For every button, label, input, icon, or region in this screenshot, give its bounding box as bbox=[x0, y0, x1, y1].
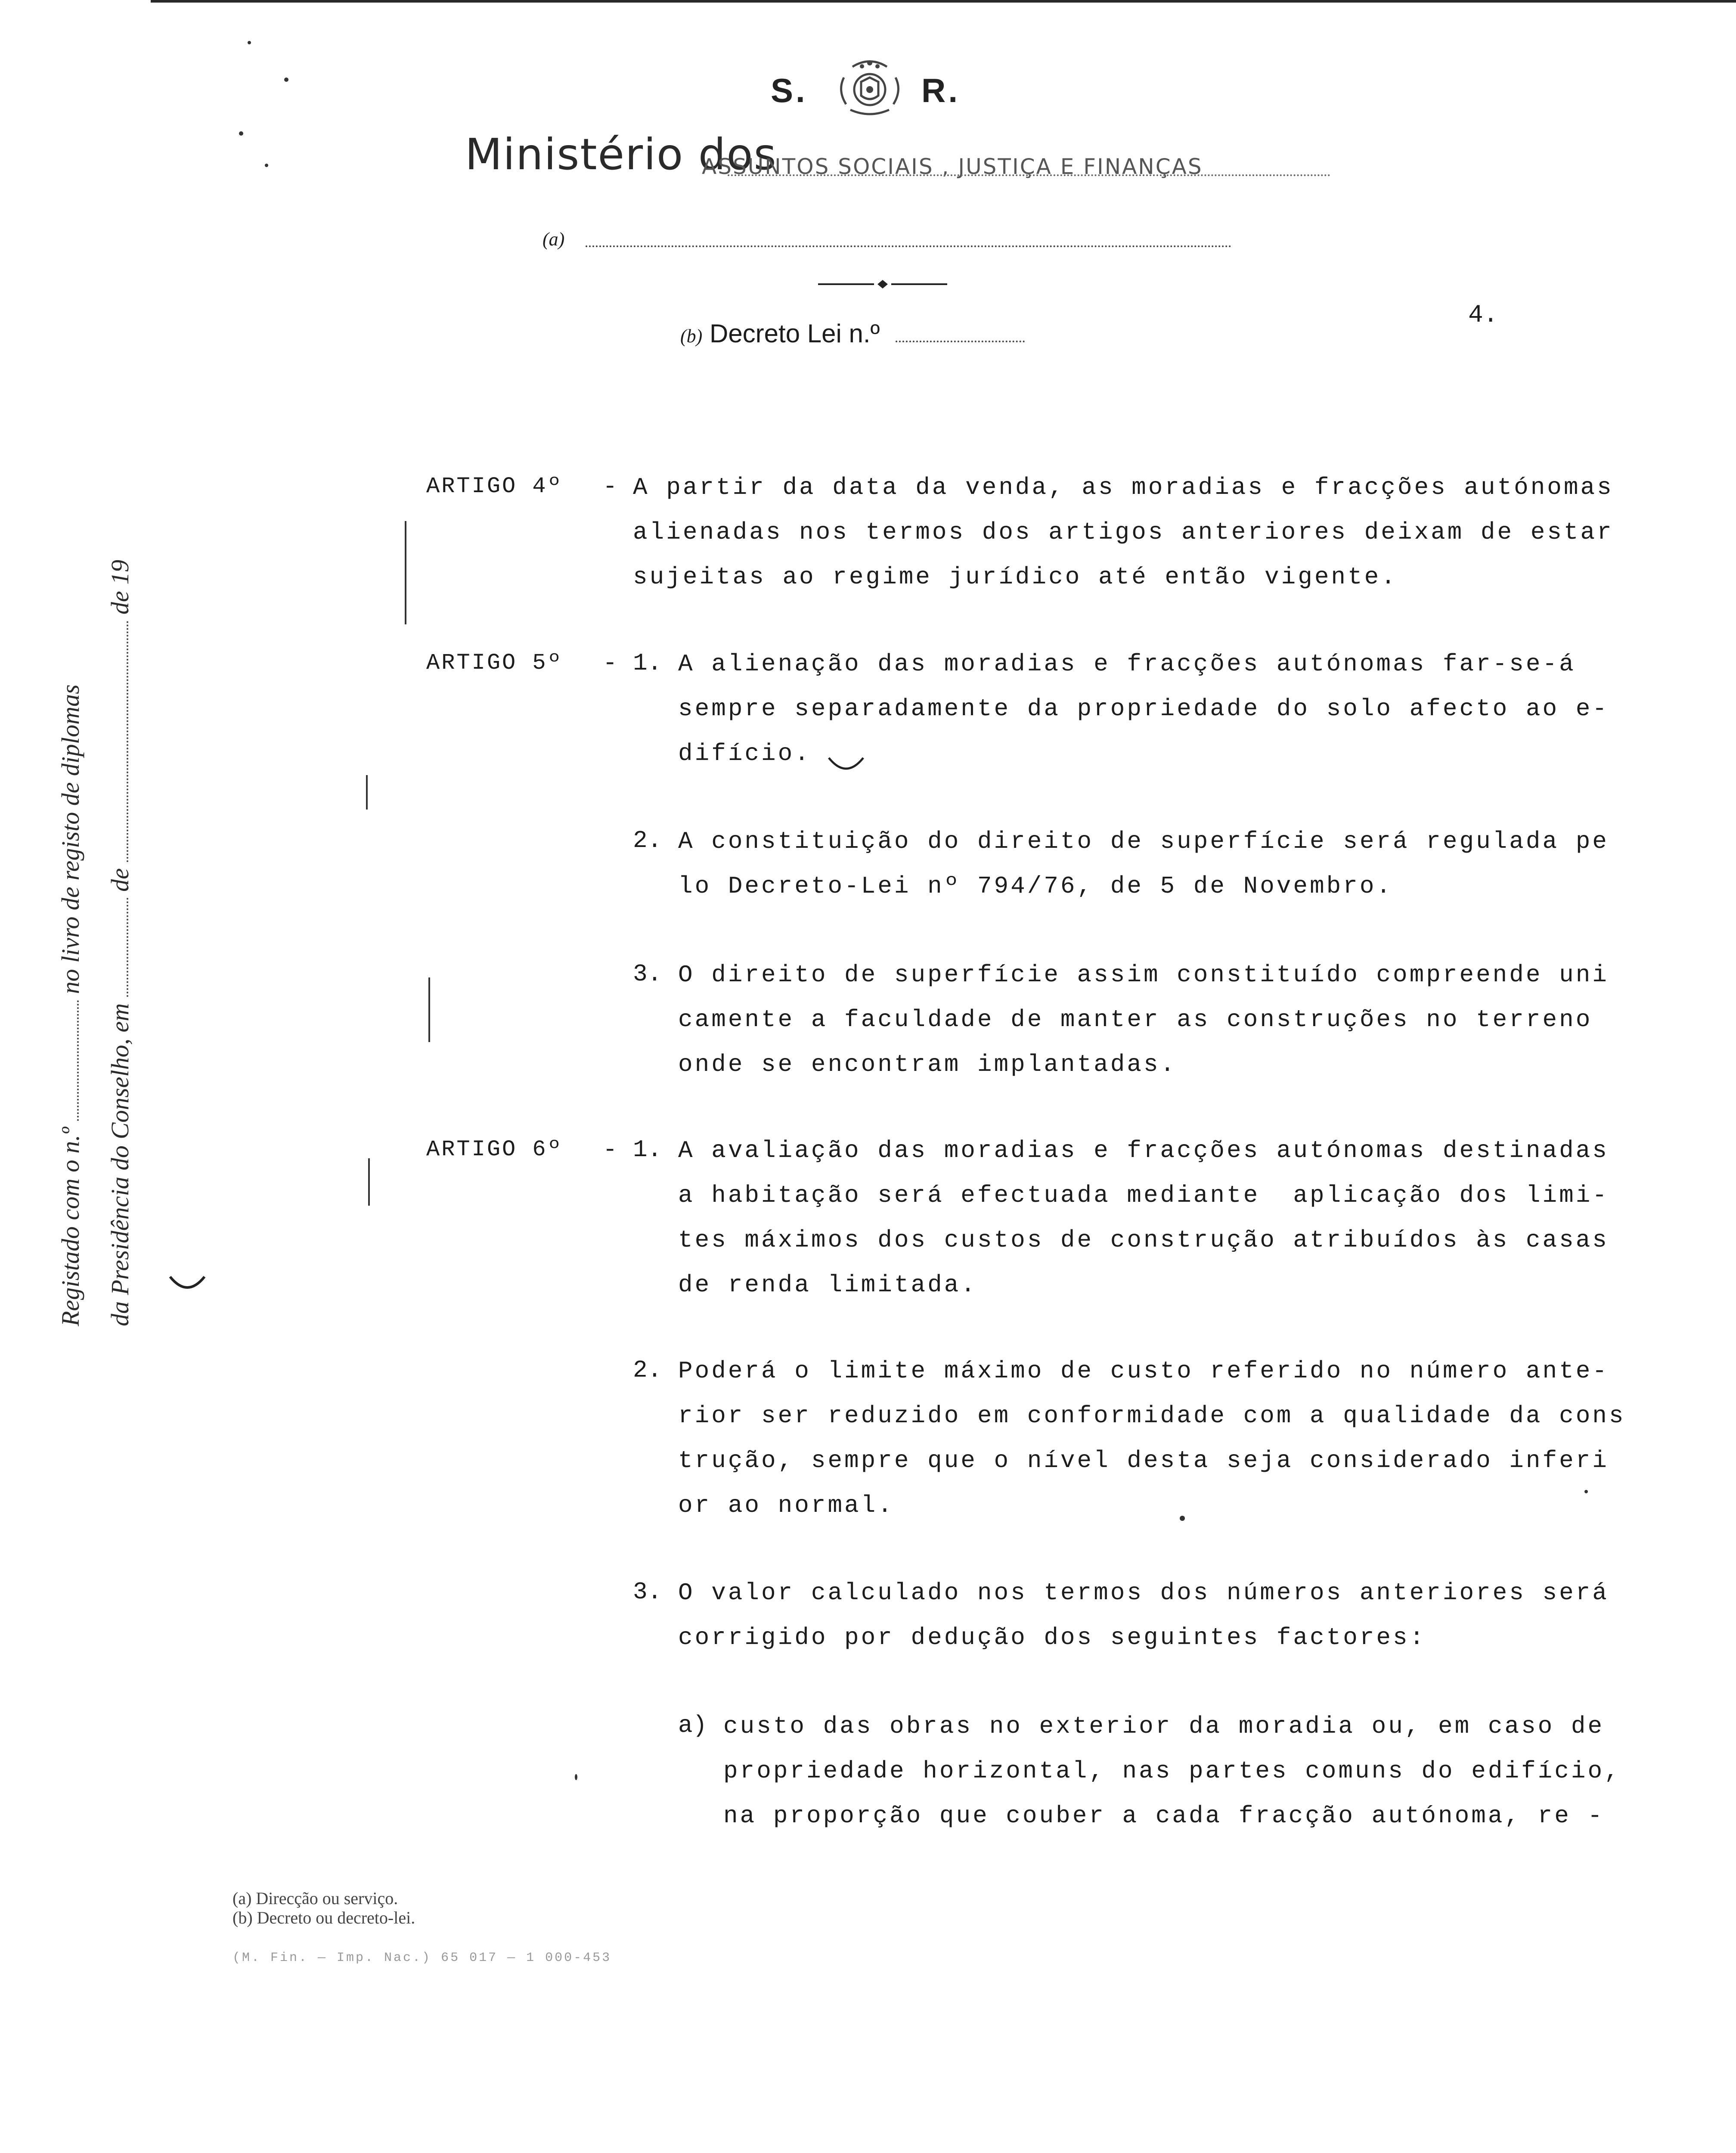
article-6-dash: - bbox=[603, 1136, 617, 1163]
ministry-title bbox=[465, 129, 1326, 194]
margin-presidency: da Presidência do Conselho, em bbox=[106, 1003, 134, 1326]
ministry-departments: ASSUNTOS SOCIAIS , JUSTIÇA E FINANÇAS bbox=[702, 154, 1203, 179]
divider-ornament bbox=[818, 276, 947, 293]
decree-number-blank bbox=[896, 341, 1025, 342]
scan-speck bbox=[239, 131, 243, 136]
footnote-b: (b) Decreto ou decreto-lei. bbox=[232, 1908, 415, 1927]
margin-de: de bbox=[106, 868, 134, 892]
article-6-item-a-letter: a) bbox=[678, 1712, 707, 1739]
service-line-label: (a) bbox=[542, 229, 565, 250]
margin-mark bbox=[366, 775, 368, 810]
article-4-text: A partir da data da venda, as moradias e fracções autónomas alienadas nos termos dos artigos anteriores deixam de estar sujeitas ao regime jurídico até então vigente. bbox=[633, 474, 1614, 591]
service-dotted-line bbox=[586, 245, 1231, 247]
scan-speck bbox=[265, 164, 268, 167]
article-6-item-a-text: custo das obras no exterior da moradia ou, em caso de propriedade horizontal, nas partes comuns do edifício, na proporção que couber a cada fracção autónoma, re - bbox=[723, 1712, 1621, 1830]
margin-mark bbox=[368, 1158, 370, 1206]
page-number: 4. bbox=[1468, 301, 1498, 329]
article-5-item-1-text: A alienação das moradias e fracções autónomas far-se-á sempre separadamente da propriedade do solo afecto ao e- difício. bbox=[678, 650, 1609, 767]
article-6-item-2-number: 2. bbox=[633, 1356, 662, 1384]
republic-header bbox=[771, 56, 995, 121]
header-s: S. bbox=[771, 71, 808, 109]
article-6-item-1-text: A avaliação das moradias e fracções autónomas destinadas a habitação será efectuada mediante aplicação dos limi- tes máximos dos custos de construção atribuídos às casas de renda limitada. bbox=[678, 1137, 1609, 1299]
article-6-label: ARTIGO 6º bbox=[426, 1137, 563, 1162]
margin-book: no livro de registo de diplomas bbox=[56, 684, 84, 994]
header-r: R. bbox=[921, 71, 960, 109]
article-6-item-3-text: O valor calculado nos termos dos números anteriores será corrigido por dedução dos seguintes factores: bbox=[678, 1579, 1609, 1651]
margin-brace bbox=[168, 1275, 207, 1300]
margin-number-blank bbox=[77, 1000, 79, 1121]
footnote-a: (a) Direcção ou serviço. bbox=[232, 1889, 398, 1908]
article-5-item-3-text: O direito de superfície assim constituído compreende uni camente a faculdade de manter as construções no terreno onde se encontram implantadas. bbox=[678, 961, 1609, 1078]
ministry-lead: Ministério dos bbox=[465, 129, 777, 180]
article-5-item-1-number: 1. bbox=[633, 649, 662, 677]
article-4-dash: - bbox=[603, 473, 617, 500]
printer-imprint: (M. Fin. — Imp. Nac.) 65 017 — 1 000-453 bbox=[232, 1951, 612, 1965]
scan-speck bbox=[248, 41, 251, 44]
margin-mark bbox=[405, 521, 406, 624]
decree-label: Decreto Lei n.º bbox=[709, 319, 880, 348]
decree-number-line bbox=[680, 319, 1154, 357]
margin-mark bbox=[428, 977, 430, 1042]
coat-of-arms-icon bbox=[835, 56, 904, 121]
scan-speck bbox=[284, 78, 288, 82]
ministry-dotted-line bbox=[728, 174, 1330, 176]
article-5-dash: - bbox=[603, 649, 617, 677]
article-5-item-3-number: 3. bbox=[633, 960, 662, 988]
scan-speck bbox=[575, 1774, 577, 1780]
margin-month-blank bbox=[127, 621, 128, 862]
article-5-label: ARTIGO 5º bbox=[426, 650, 563, 676]
registration-margin bbox=[56, 487, 185, 1326]
margin-registered: Registado com o n.º bbox=[56, 1127, 84, 1326]
article-5-item-2-text: A constituição do direito de superfície será regulada pe lo Decreto-Lei nº 794/76, de 5 de Novembro. bbox=[678, 828, 1609, 900]
top-border bbox=[151, 0, 1736, 3]
article-6-item-1-number: 1. bbox=[633, 1136, 662, 1163]
margin-year: de 19 bbox=[106, 559, 134, 615]
article-4-label: ARTIGO 4º bbox=[426, 474, 563, 499]
article-6-item-2-text: Poderá o limite máximo de custo referido no número ante- rior ser reduzido em conformidade com a qualidade da cons trução, sempre que o nível desta seja considerado inferi or ao normal. bbox=[678, 1357, 1626, 1519]
decree-prefix: (b) bbox=[680, 326, 703, 347]
article-5-item-2-number: 2. bbox=[633, 827, 662, 854]
service-line bbox=[542, 224, 1231, 258]
margin-day-blank bbox=[127, 898, 128, 997]
article-6-item-3-number: 3. bbox=[633, 1578, 662, 1606]
